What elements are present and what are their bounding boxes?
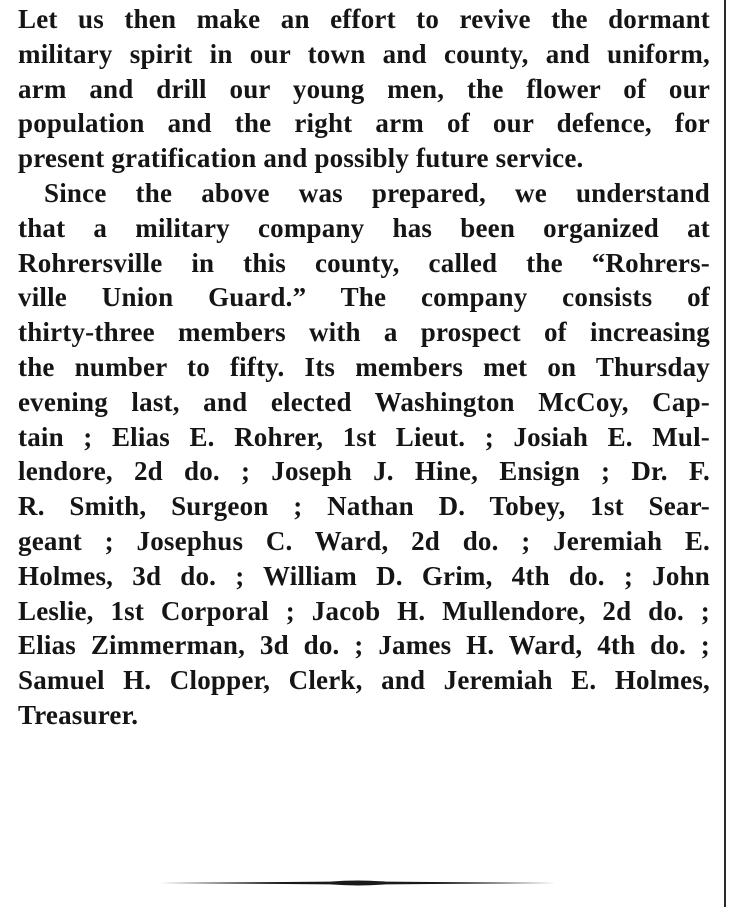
- article-text: [18, 2, 710, 733]
- article-line-1: Let us then make an effort to revive the dormant: [18, 4, 710, 34]
- article-line-10: thirty-three members with a prospect of increasing: [18, 317, 710, 348]
- article-line-15: R. Smith, Surgeon ; Nathan D. Tobey, 1st Sear-: [18, 491, 710, 522]
- column-rule: [724, 0, 726, 907]
- article-line-19: Elias Zimmerman, 3d do. ; James H. Ward, 4th do. ;: [18, 630, 710, 661]
- article-line-11: the number to fifty. Its members met on Thursday: [18, 351, 710, 382]
- article-line-2: military spirit in our town and county, and uniform,: [18, 38, 710, 69]
- article-line-20: Samuel H. Clopper, Clerk, and Jeremiah E. Holmes,: [18, 665, 710, 696]
- article-line-21: Treasurer.: [18, 699, 139, 730]
- article-line-6: Since the above was prepared, we understand: [44, 177, 710, 208]
- article-line-16: geant ; Josephus C. Ward, 2d do. ; Jeremiah E.: [18, 525, 710, 556]
- article-line-3: arm and drill our young men, the flower of our: [18, 73, 710, 104]
- article-line-17: Holmes, 3d do. ; William D. Grim, 4th do. ; John: [18, 560, 710, 591]
- article-line-18: Leslie, 1st Corporal ; Jacob H. Mullendore, 2d do. ;: [18, 595, 710, 626]
- article-line-14: lendore, 2d do. ; Joseph J. Hine, Ensign ; Dr. F.: [18, 456, 710, 487]
- article-line-12: evening last, and elected Washington McCoy, Cap-: [18, 386, 710, 417]
- tapered-rule-ornament: [160, 878, 556, 888]
- article-line-7: that a military company has been organized at: [18, 212, 710, 243]
- article-line-5: present gratification and possibly future service.: [18, 143, 584, 174]
- article-line-8: Rohrersville in this county, called the “Rohrers-: [18, 247, 710, 278]
- article-line-13: tain ; Elias E. Rohrer, 1st Lieut. ; Josiah E. Mul-: [18, 421, 710, 452]
- article-line-4: population and the right arm of our defence, for: [18, 108, 710, 139]
- article-line-9: ville Union Guard.” The company consists of: [18, 282, 710, 313]
